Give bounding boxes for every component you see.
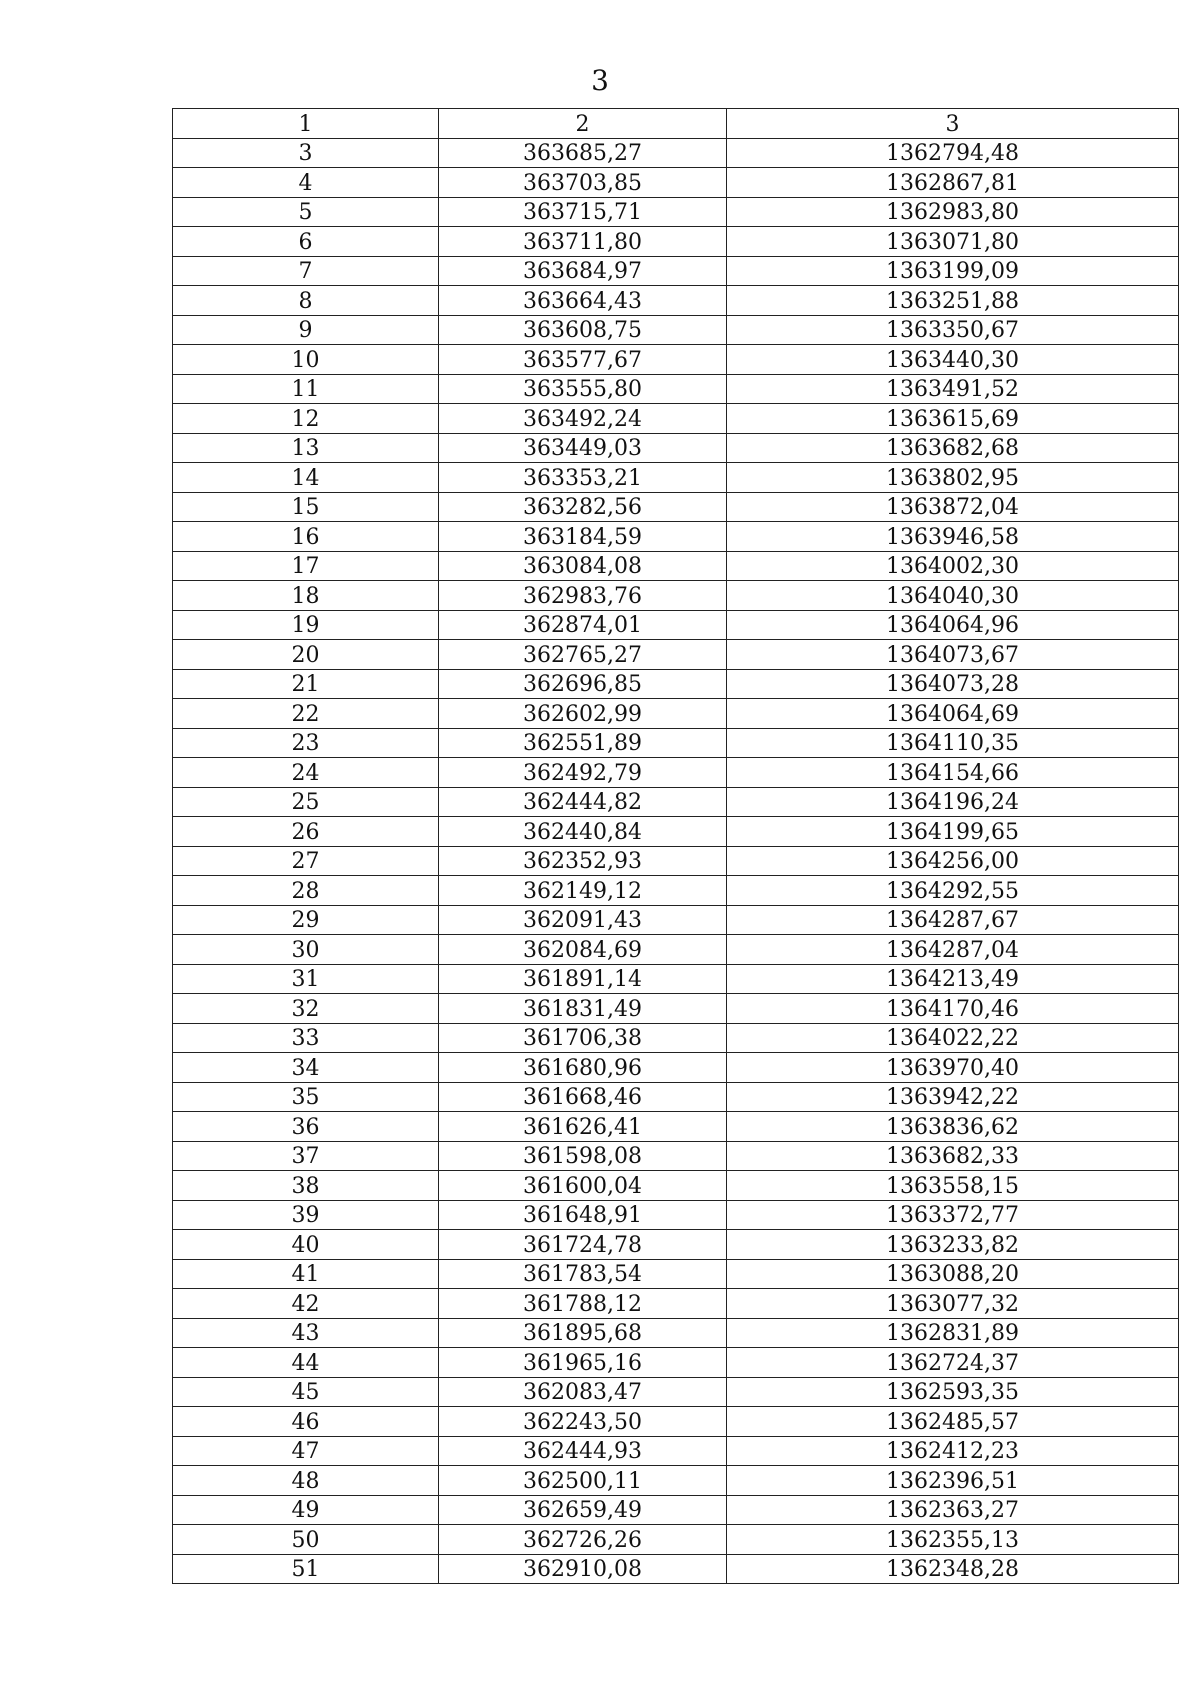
x-coordinate-cell: 362551,89 [439, 728, 727, 758]
table-row [173, 1112, 1179, 1142]
y-coordinate-cell: 1363088,20 [727, 1259, 1179, 1289]
x-coordinate-cell: 362444,82 [439, 787, 727, 817]
x-coordinate-cell: 362149,12 [439, 876, 727, 906]
point-number-cell: 19 [173, 610, 439, 640]
table-row [173, 699, 1179, 729]
page-number: 3 [591, 64, 609, 97]
y-coordinate-cell: 1363615,69 [727, 404, 1179, 434]
x-coordinate-cell: 361668,46 [439, 1082, 727, 1112]
point-number-cell: 50 [173, 1525, 439, 1555]
table-row [173, 1023, 1179, 1053]
x-coordinate-cell: 361891,14 [439, 964, 727, 994]
y-coordinate-cell: 1364040,30 [727, 581, 1179, 611]
y-coordinate-cell: 1363077,32 [727, 1289, 1179, 1319]
x-coordinate-cell: 362910,08 [439, 1554, 727, 1584]
point-number-cell: 23 [173, 728, 439, 758]
point-number-cell: 13 [173, 433, 439, 463]
x-coordinate-cell: 361600,04 [439, 1171, 727, 1201]
y-coordinate-cell: 1362485,57 [727, 1407, 1179, 1437]
x-coordinate-cell: 363715,71 [439, 197, 727, 227]
point-number-cell: 48 [173, 1466, 439, 1496]
table-row [173, 138, 1179, 168]
table-row [173, 315, 1179, 345]
point-number-cell: 38 [173, 1171, 439, 1201]
y-coordinate-cell: 1364002,30 [727, 551, 1179, 581]
y-coordinate-cell: 1364287,67 [727, 905, 1179, 935]
y-coordinate-cell: 1363251,88 [727, 286, 1179, 316]
point-number-cell: 4 [173, 168, 439, 198]
y-coordinate-cell: 1363872,04 [727, 492, 1179, 522]
y-coordinate-cell: 1362396,51 [727, 1466, 1179, 1496]
x-coordinate-cell: 362500,11 [439, 1466, 727, 1496]
table-row [173, 846, 1179, 876]
column-header-1: 1 [173, 109, 439, 139]
y-coordinate-cell: 1364199,65 [727, 817, 1179, 847]
y-coordinate-cell: 1364196,24 [727, 787, 1179, 817]
point-number-cell: 44 [173, 1348, 439, 1378]
x-coordinate-cell: 361831,49 [439, 994, 727, 1024]
y-coordinate-cell: 1363836,62 [727, 1112, 1179, 1142]
table-row [173, 728, 1179, 758]
point-number-cell: 24 [173, 758, 439, 788]
table-row [173, 935, 1179, 965]
x-coordinate-cell: 362726,26 [439, 1525, 727, 1555]
x-coordinate-cell: 362659,49 [439, 1495, 727, 1525]
y-coordinate-cell: 1363942,22 [727, 1082, 1179, 1112]
table-body [173, 109, 1179, 1584]
point-number-cell: 49 [173, 1495, 439, 1525]
y-coordinate-cell: 1362983,80 [727, 197, 1179, 227]
table-row [173, 1200, 1179, 1230]
x-coordinate-cell: 361706,38 [439, 1023, 727, 1053]
table-row [173, 994, 1179, 1024]
point-number-cell: 18 [173, 581, 439, 611]
y-coordinate-cell: 1362412,23 [727, 1436, 1179, 1466]
point-number-cell: 8 [173, 286, 439, 316]
point-number-cell: 30 [173, 935, 439, 965]
table-row [173, 1495, 1179, 1525]
x-coordinate-cell: 362084,69 [439, 935, 727, 965]
y-coordinate-cell: 1363199,09 [727, 256, 1179, 286]
x-coordinate-cell: 362083,47 [439, 1377, 727, 1407]
y-coordinate-cell: 1363071,80 [727, 227, 1179, 257]
table-row [173, 551, 1179, 581]
x-coordinate-cell: 361724,78 [439, 1230, 727, 1260]
y-coordinate-cell: 1363440,30 [727, 345, 1179, 375]
table-row [173, 610, 1179, 640]
table-row [173, 404, 1179, 434]
column-header-2: 2 [439, 109, 727, 139]
y-coordinate-cell: 1363372,77 [727, 1200, 1179, 1230]
table-row [173, 581, 1179, 611]
x-coordinate-cell: 362696,85 [439, 669, 727, 699]
point-number-cell: 22 [173, 699, 439, 729]
point-number-cell: 6 [173, 227, 439, 257]
table-row [173, 463, 1179, 493]
x-coordinate-cell: 363084,08 [439, 551, 727, 581]
y-coordinate-cell: 1363802,95 [727, 463, 1179, 493]
point-number-cell: 29 [173, 905, 439, 935]
point-number-cell: 11 [173, 374, 439, 404]
y-coordinate-cell: 1364213,49 [727, 964, 1179, 994]
y-coordinate-cell: 1364292,55 [727, 876, 1179, 906]
x-coordinate-cell: 362091,43 [439, 905, 727, 935]
x-coordinate-cell: 363711,80 [439, 227, 727, 257]
table-row [173, 817, 1179, 847]
table-row [173, 1407, 1179, 1437]
point-number-cell: 9 [173, 315, 439, 345]
point-number-cell: 16 [173, 522, 439, 552]
table-row [173, 1289, 1179, 1319]
table-header-row [173, 109, 1179, 139]
table-row [173, 669, 1179, 699]
x-coordinate-cell: 361598,08 [439, 1141, 727, 1171]
x-coordinate-cell: 363555,80 [439, 374, 727, 404]
point-number-cell: 21 [173, 669, 439, 699]
point-number-cell: 5 [173, 197, 439, 227]
point-number-cell: 51 [173, 1554, 439, 1584]
point-number-cell: 45 [173, 1377, 439, 1407]
table-row [173, 964, 1179, 994]
point-number-cell: 42 [173, 1289, 439, 1319]
point-number-cell: 33 [173, 1023, 439, 1053]
table-row [173, 1554, 1179, 1584]
table-row [173, 1436, 1179, 1466]
y-coordinate-cell: 1364287,04 [727, 935, 1179, 965]
point-number-cell: 37 [173, 1141, 439, 1171]
x-coordinate-cell: 362352,93 [439, 846, 727, 876]
y-coordinate-cell: 1362867,81 [727, 168, 1179, 198]
x-coordinate-cell: 361895,68 [439, 1318, 727, 1348]
table-row [173, 286, 1179, 316]
y-coordinate-cell: 1364256,00 [727, 846, 1179, 876]
table-row [173, 1053, 1179, 1083]
y-coordinate-cell: 1364154,66 [727, 758, 1179, 788]
x-coordinate-cell: 362602,99 [439, 699, 727, 729]
point-number-cell: 31 [173, 964, 439, 994]
point-number-cell: 39 [173, 1200, 439, 1230]
x-coordinate-cell: 363184,59 [439, 522, 727, 552]
point-number-cell: 32 [173, 994, 439, 1024]
y-coordinate-cell: 1364073,28 [727, 669, 1179, 699]
y-coordinate-cell: 1362724,37 [727, 1348, 1179, 1378]
table-row [173, 1377, 1179, 1407]
y-coordinate-cell: 1363946,58 [727, 522, 1179, 552]
table-row [173, 1259, 1179, 1289]
x-coordinate-cell: 361626,41 [439, 1112, 727, 1142]
column-header-3: 3 [727, 109, 1179, 139]
point-number-cell: 26 [173, 817, 439, 847]
point-number-cell: 3 [173, 138, 439, 168]
point-number-cell: 17 [173, 551, 439, 581]
y-coordinate-cell: 1364022,22 [727, 1023, 1179, 1053]
table-row [173, 876, 1179, 906]
x-coordinate-cell: 363577,67 [439, 345, 727, 375]
point-number-cell: 27 [173, 846, 439, 876]
x-coordinate-cell: 362765,27 [439, 640, 727, 670]
x-coordinate-cell: 363685,27 [439, 138, 727, 168]
point-number-cell: 14 [173, 463, 439, 493]
x-coordinate-cell: 363703,85 [439, 168, 727, 198]
x-coordinate-cell: 363684,97 [439, 256, 727, 286]
point-number-cell: 12 [173, 404, 439, 434]
point-number-cell: 28 [173, 876, 439, 906]
y-coordinate-cell: 1364064,69 [727, 699, 1179, 729]
x-coordinate-cell: 363353,21 [439, 463, 727, 493]
y-coordinate-cell: 1364170,46 [727, 994, 1179, 1024]
x-coordinate-cell: 362492,79 [439, 758, 727, 788]
x-coordinate-cell: 361783,54 [439, 1259, 727, 1289]
x-coordinate-cell: 362874,01 [439, 610, 727, 640]
table-row [173, 1230, 1179, 1260]
point-number-cell: 15 [173, 492, 439, 522]
x-coordinate-cell: 362983,76 [439, 581, 727, 611]
table-row [173, 522, 1179, 552]
y-coordinate-cell: 1364064,96 [727, 610, 1179, 640]
y-coordinate-cell: 1364110,35 [727, 728, 1179, 758]
table-row [173, 345, 1179, 375]
table-row [173, 1525, 1179, 1555]
point-number-cell: 36 [173, 1112, 439, 1142]
x-coordinate-cell: 362243,50 [439, 1407, 727, 1437]
point-number-cell: 47 [173, 1436, 439, 1466]
point-number-cell: 34 [173, 1053, 439, 1083]
y-coordinate-cell: 1363558,15 [727, 1171, 1179, 1201]
point-number-cell: 25 [173, 787, 439, 817]
y-coordinate-cell: 1363682,33 [727, 1141, 1179, 1171]
y-coordinate-cell: 1363233,82 [727, 1230, 1179, 1260]
x-coordinate-cell: 361648,91 [439, 1200, 727, 1230]
x-coordinate-cell: 362444,93 [439, 1436, 727, 1466]
point-number-cell: 41 [173, 1259, 439, 1289]
y-coordinate-cell: 1362363,27 [727, 1495, 1179, 1525]
x-coordinate-cell: 362440,84 [439, 817, 727, 847]
y-coordinate-cell: 1362831,89 [727, 1318, 1179, 1348]
table-row [173, 1466, 1179, 1496]
x-coordinate-cell: 363282,56 [439, 492, 727, 522]
table-row [173, 1348, 1179, 1378]
table-row [173, 227, 1179, 257]
y-coordinate-cell: 1362593,35 [727, 1377, 1179, 1407]
table-row [173, 256, 1179, 286]
x-coordinate-cell: 363492,24 [439, 404, 727, 434]
table-row [173, 197, 1179, 227]
table-row [173, 905, 1179, 935]
table-row [173, 492, 1179, 522]
x-coordinate-cell: 361680,96 [439, 1053, 727, 1083]
x-coordinate-cell: 363664,43 [439, 286, 727, 316]
point-number-cell: 46 [173, 1407, 439, 1437]
point-number-cell: 43 [173, 1318, 439, 1348]
y-coordinate-cell: 1364073,67 [727, 640, 1179, 670]
table-row [173, 1082, 1179, 1112]
table-row [173, 640, 1179, 670]
point-number-cell: 20 [173, 640, 439, 670]
coordinates-table [172, 108, 1179, 1584]
y-coordinate-cell: 1362355,13 [727, 1525, 1179, 1555]
x-coordinate-cell: 363608,75 [439, 315, 727, 345]
point-number-cell: 7 [173, 256, 439, 286]
y-coordinate-cell: 1362794,48 [727, 138, 1179, 168]
y-coordinate-cell: 1363970,40 [727, 1053, 1179, 1083]
table-row [173, 787, 1179, 817]
table-row [173, 374, 1179, 404]
table-row [173, 168, 1179, 198]
y-coordinate-cell: 1362348,28 [727, 1554, 1179, 1584]
table-row [173, 1171, 1179, 1201]
x-coordinate-cell: 363449,03 [439, 433, 727, 463]
x-coordinate-cell: 361965,16 [439, 1348, 727, 1378]
table-row [173, 758, 1179, 788]
point-number-cell: 10 [173, 345, 439, 375]
y-coordinate-cell: 1363491,52 [727, 374, 1179, 404]
point-number-cell: 40 [173, 1230, 439, 1260]
x-coordinate-cell: 361788,12 [439, 1289, 727, 1319]
table-row [173, 1318, 1179, 1348]
y-coordinate-cell: 1363682,68 [727, 433, 1179, 463]
point-number-cell: 35 [173, 1082, 439, 1112]
table-row [173, 1141, 1179, 1171]
table-row [173, 433, 1179, 463]
y-coordinate-cell: 1363350,67 [727, 315, 1179, 345]
